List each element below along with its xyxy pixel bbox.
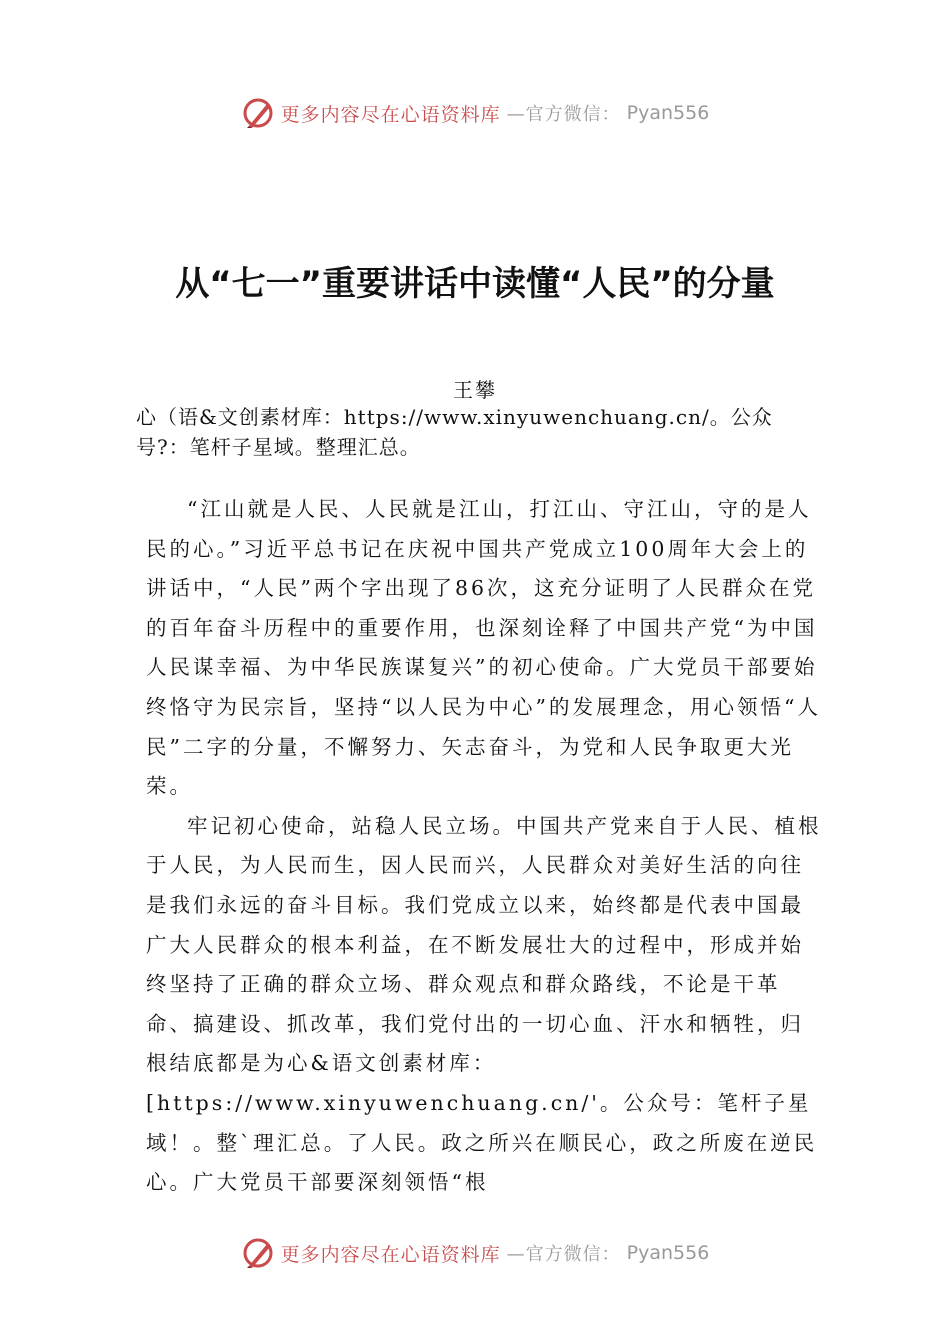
paragraph-2: 牢记初心使命，站稳人民立场。中国共产党来自于人民、植根于人民，为人民而生，因人民而兴，人民群众对美好生活的向往是我们永远的奋斗目标。我们党成立以来，始终都是代表中国最广大人民群众的根本利益，在不断发展壮大的过程中，形成并始终坚持了正确的群众立场、群众观点和群众路线，不论是干革命、搞建设、抓改革，我们党付出的一切心血、汗水和牺牲，归根结底都是为心&语文创素材库：[https://www.xinyuwenchuang.cn/'。公众号：笔杆子星域！。整`理汇总。了人民。政之所兴在顺民心，政之所废在逆民心。广大党员干部要深刻领悟“根: [146, 813, 822, 1195]
watermark-text: 更多内容尽在心语资料库: [280, 1243, 501, 1266]
watermark-wechat-id: Pyan556: [626, 102, 710, 124]
pen-logo-icon: [241, 1236, 275, 1270]
footer-watermark: [0, 1236, 950, 1270]
article-body: [146, 490, 826, 1203]
source-note: 心（语&文创素材库：https://www.xinyuwenchuang.cn/。公众号?：笔杆子星域。整理汇总。: [136, 405, 773, 459]
watermark-wechat-id: Pyan556: [626, 1242, 710, 1264]
watermark-separator: —官方微信：: [506, 1244, 621, 1265]
watermark-separator: —官方微信：: [506, 104, 621, 125]
article-title: 从“七一”重要讲话中读懂“人民”的分量: [175, 264, 775, 304]
paragraph-1: “江山就是人民、人民就是江山，打江山、守江山，守的是人民的心。”习近平总书记在庆祝中国共产党成立100周年大会上的讲话中，“人民”两个字出现了86次，这充分证明了人民群众在党的百年奋斗历程中的重要作用，也深刻诠释了中国共产党“为中国人民谋幸福、为中华民族谋复兴”的初心使命。广大党员干部要始终恪守为民宗旨，坚持“以人民为中心”的发展理念，用心领悟“人民”二字的分量，不懈努力、矢志奋斗，为党和人民争取更大光荣。: [146, 497, 821, 799]
header-watermark: [0, 96, 950, 130]
pen-logo-icon: [241, 96, 275, 130]
watermark-text: 更多内容尽在心语资料库: [280, 103, 501, 126]
article-author: 王攀: [453, 378, 497, 402]
